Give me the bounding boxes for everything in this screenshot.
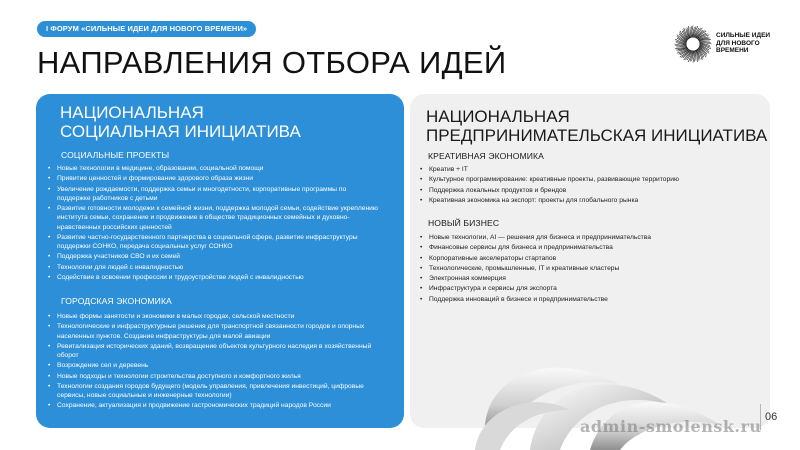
list-item: • Новые технологии в медицине, образовании, социальной помощи (48, 164, 378, 173)
list-item: • Технологические, промышленные, IT и креативные кластеры (420, 264, 740, 273)
list-item: • Поддержка локальных продуктов и брендов (420, 186, 740, 195)
list-item: • Новые формы занятости и экономики в малых городах, сельской местности (48, 312, 378, 321)
page-number: 06 (765, 411, 778, 423)
list-item: • Содействие в освоении профессии и трудоустройстве людей с инвалидностью (48, 273, 378, 282)
creative-economy-list (420, 165, 740, 206)
social-initiative-card (36, 94, 404, 428)
list-item: • Возрождение сел и деревень (48, 361, 378, 370)
list-item: • Новые технологии, AI — решения для бизнеса и предпринимательства (420, 233, 740, 242)
social-projects-list (48, 164, 378, 283)
list-item: • Новые подходы и технологии строительства доступного и комфортного жилья (48, 372, 378, 381)
list-item: • Корпоративные акселераторы стартапов (420, 254, 740, 263)
list-item: • Сохранение, актуализация и продвижение гастрономических традиций народов России (48, 401, 378, 410)
logo-line: СИЛЬНЫЕ ИДЕИ (716, 32, 771, 39)
card-title-line: СОЦИАЛЬНАЯ ИНИЦИАТИВА (60, 122, 301, 141)
list-item: • Развитие частно-государственного партнерства в социальной сфере, развитие инфраструктуры поддержки СОНКО, передача социальных услуг СОНКО (48, 233, 378, 251)
section-heading-urban-economy: ГОРОДСКАЯ ЭКОНОМИКА (61, 296, 172, 306)
section-heading-creative-economy: КРЕАТИВНАЯ ЭКОНОМИКА (428, 151, 544, 161)
list-item: • Креатив + IT (420, 165, 740, 174)
list-item: • Технологии для людей с инвалидностью (48, 263, 378, 272)
logo-text (716, 32, 786, 55)
list-item: • Поддержка участников СВО и их семей (48, 252, 378, 261)
list-item: • Технологические и инфраструктурные решения для транспортной связанности городов и опорных населенных пунктов. Создание инфраструктуры для малой авиации (48, 322, 378, 340)
list-item: • Увеличение рождаемости, поддержка семьи и многодетности, корпоративные программы по поддержке работников с детьми (48, 185, 378, 203)
urban-economy-list (48, 312, 378, 412)
page-title: НАПРАВЛЕНИЯ ОТБОРА ИДЕЙ (37, 45, 507, 80)
forum-logo (672, 24, 782, 64)
list-item: • Культурное программирование: креативные проекты, развивающие территорию (420, 175, 740, 184)
card-title (60, 103, 301, 141)
card-title-line: НАЦИОНАЛЬНАЯ (60, 103, 204, 122)
card-title (426, 107, 767, 145)
logo-line: ВРЕМЕНИ (716, 47, 749, 54)
new-business-list (420, 233, 740, 305)
list-item: • Поддержка инноваций в бизнесе и предпринимательстве (420, 295, 740, 304)
card-title-line: НАЦИОНАЛЬНАЯ (426, 107, 570, 126)
list-item: • Инфраструктура и сервисы для экспорта (420, 284, 740, 293)
section-heading-new-business: НОВЫЙ БИЗНЕС (428, 218, 500, 228)
list-item: • Финансовые сервисы для бизнеса и предпринимательства (420, 243, 740, 252)
section-heading-social-projects: СОЦИАЛЬНЫЕ ПРОЕКТЫ (61, 150, 170, 160)
list-item: • Привитие ценностей и формирование здорового образа жизни (48, 174, 378, 183)
watermark: admin-smolensk.ru (580, 417, 762, 436)
list-item: • Технологии создания городов будущего (модель управления, привлечения инвестиций, цифровые сервисы, новые социальные и инженерные технологии) (48, 382, 378, 400)
forum-badge: I ФОРУМ «СИЛЬНЫЕ ИДЕИ ДЛЯ НОВОГО ВРЕМЕНИ» (37, 21, 256, 37)
logo-line: ДЛЯ НОВОГО (716, 39, 760, 47)
list-item: • Ревитализация исторических зданий, возвращение объектов культурного наследия в хозяйственный оборот (48, 342, 378, 360)
card-title-line: ПРЕДПРИНИМАТЕЛЬСКАЯ ИНИЦИАТИВА (426, 126, 768, 145)
list-item: • Развитие готовности молодежи к семейной жизни, поддержка молодой семьи, содействие укреплению института семьи, сохранение и продвижение в обществе традиционных семейных и духовно-нравственных российских ценностей (48, 204, 378, 232)
sunburst-logo-icon (672, 24, 712, 64)
list-item: • Креативная экономика на экспорт: проекты для глобального рынка (420, 196, 740, 205)
list-item: • Электронная коммерция (420, 274, 740, 283)
